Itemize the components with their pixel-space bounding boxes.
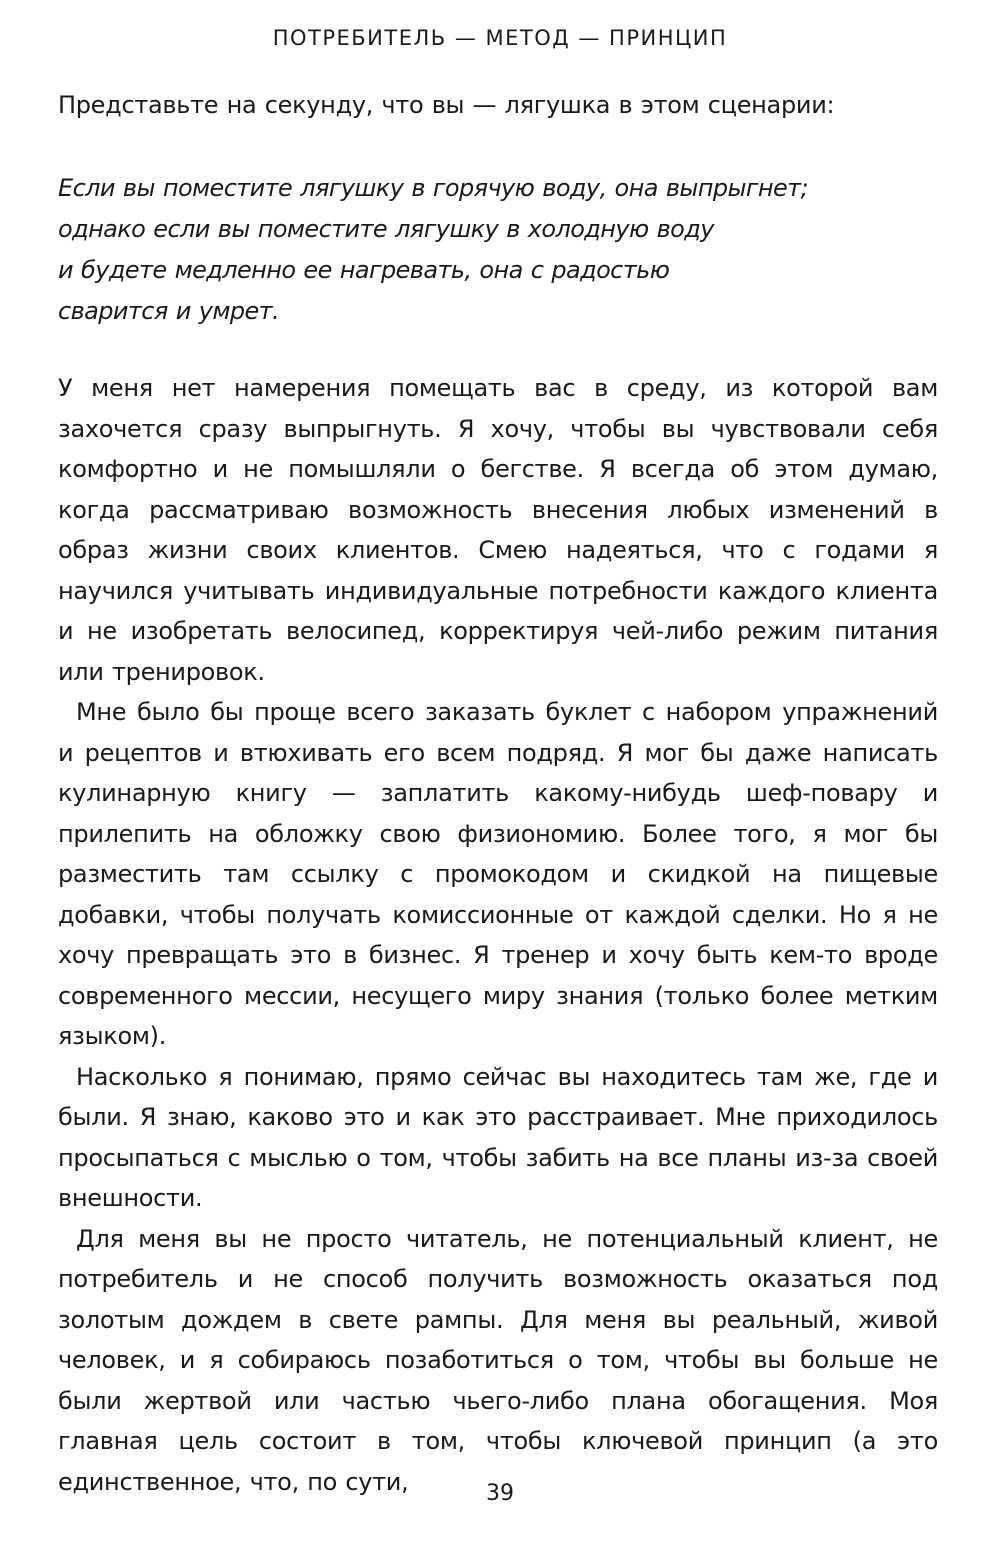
running-head: ПОТРЕБИТЕЛЬ — МЕТОД — ПРИНЦИП — [272, 26, 728, 50]
quote-line: сварится и умрет. — [58, 297, 280, 325]
quote-line: Если вы поместите лягушку в горячую воду, она выпрыгнет; — [58, 174, 808, 202]
body-text — [58, 368, 938, 1502]
paragraph: Насколько я понимаю, прямо сейчас вы находитесь там же, где и были. Я знаю, каково это и как это расстраивает. Мне приходилось просыпаться с мыслью о том, чтобы забить на все планы из-за своей внешности. — [58, 1062, 938, 1212]
paragraph: У меня нет намерения помещать вас в среду, из которой вам захочется сразу выпрыгнуть. Я хочу, чтобы вы чувствовали себя комфортно и не помышляли о бегстве. Я всегда об этом думаю, когда рассматриваю возможность внесения любых изменений в образ жизни своих клиентов. Смею надеяться, что с годами я научился учитывать индивидуальные потребности каждого клиента и не изобретать велосипед, корректируя чей-либо режим питания или тренировок. — [58, 374, 938, 686]
quote-line: и будете медленно ее нагревать, она с радостью — [58, 256, 670, 284]
quote-line: однако если вы поместите лягушку в холодную воду — [58, 215, 714, 243]
frog-quote — [58, 168, 938, 332]
page-number: 39 — [486, 1481, 514, 1506]
paragraph: Мне было бы проще всего заказать буклет с набором упражнений и рецептов и втюхивать его всем подряд. Я мог бы даже написать кулинарную книгу — заплатить какому-нибудь шеф-повару и прилепить на обложку свою физиономию. Более того, я мог бы разместить там ссылку с промокодом и скидкой на пищевые добавки, чтобы получать комиссионные от каждой сделки. Но я не хочу превращать это в бизнес. Я тренер и хочу быть кем-то вроде современного мессии, несущего миру знания (только более метким языком). — [58, 698, 938, 1050]
paragraph: Для меня вы не просто читатель, не потенциальный клиент, не потребитель и не способ получить возможность оказаться под золотым дождем в свете рампы. Для меня вы реальный, живой человек, и я собираюсь позаботиться о том, чтобы вы больше не были жертвой или частью чьего-либо плана обогащения. Моя главная цель состоит в том, чтобы ключевой принцип (а это единственное, что, по сути, — [58, 1224, 938, 1496]
intro-line: Представьте на секунду, что вы — лягушка в этом сценарии: — [58, 91, 835, 119]
